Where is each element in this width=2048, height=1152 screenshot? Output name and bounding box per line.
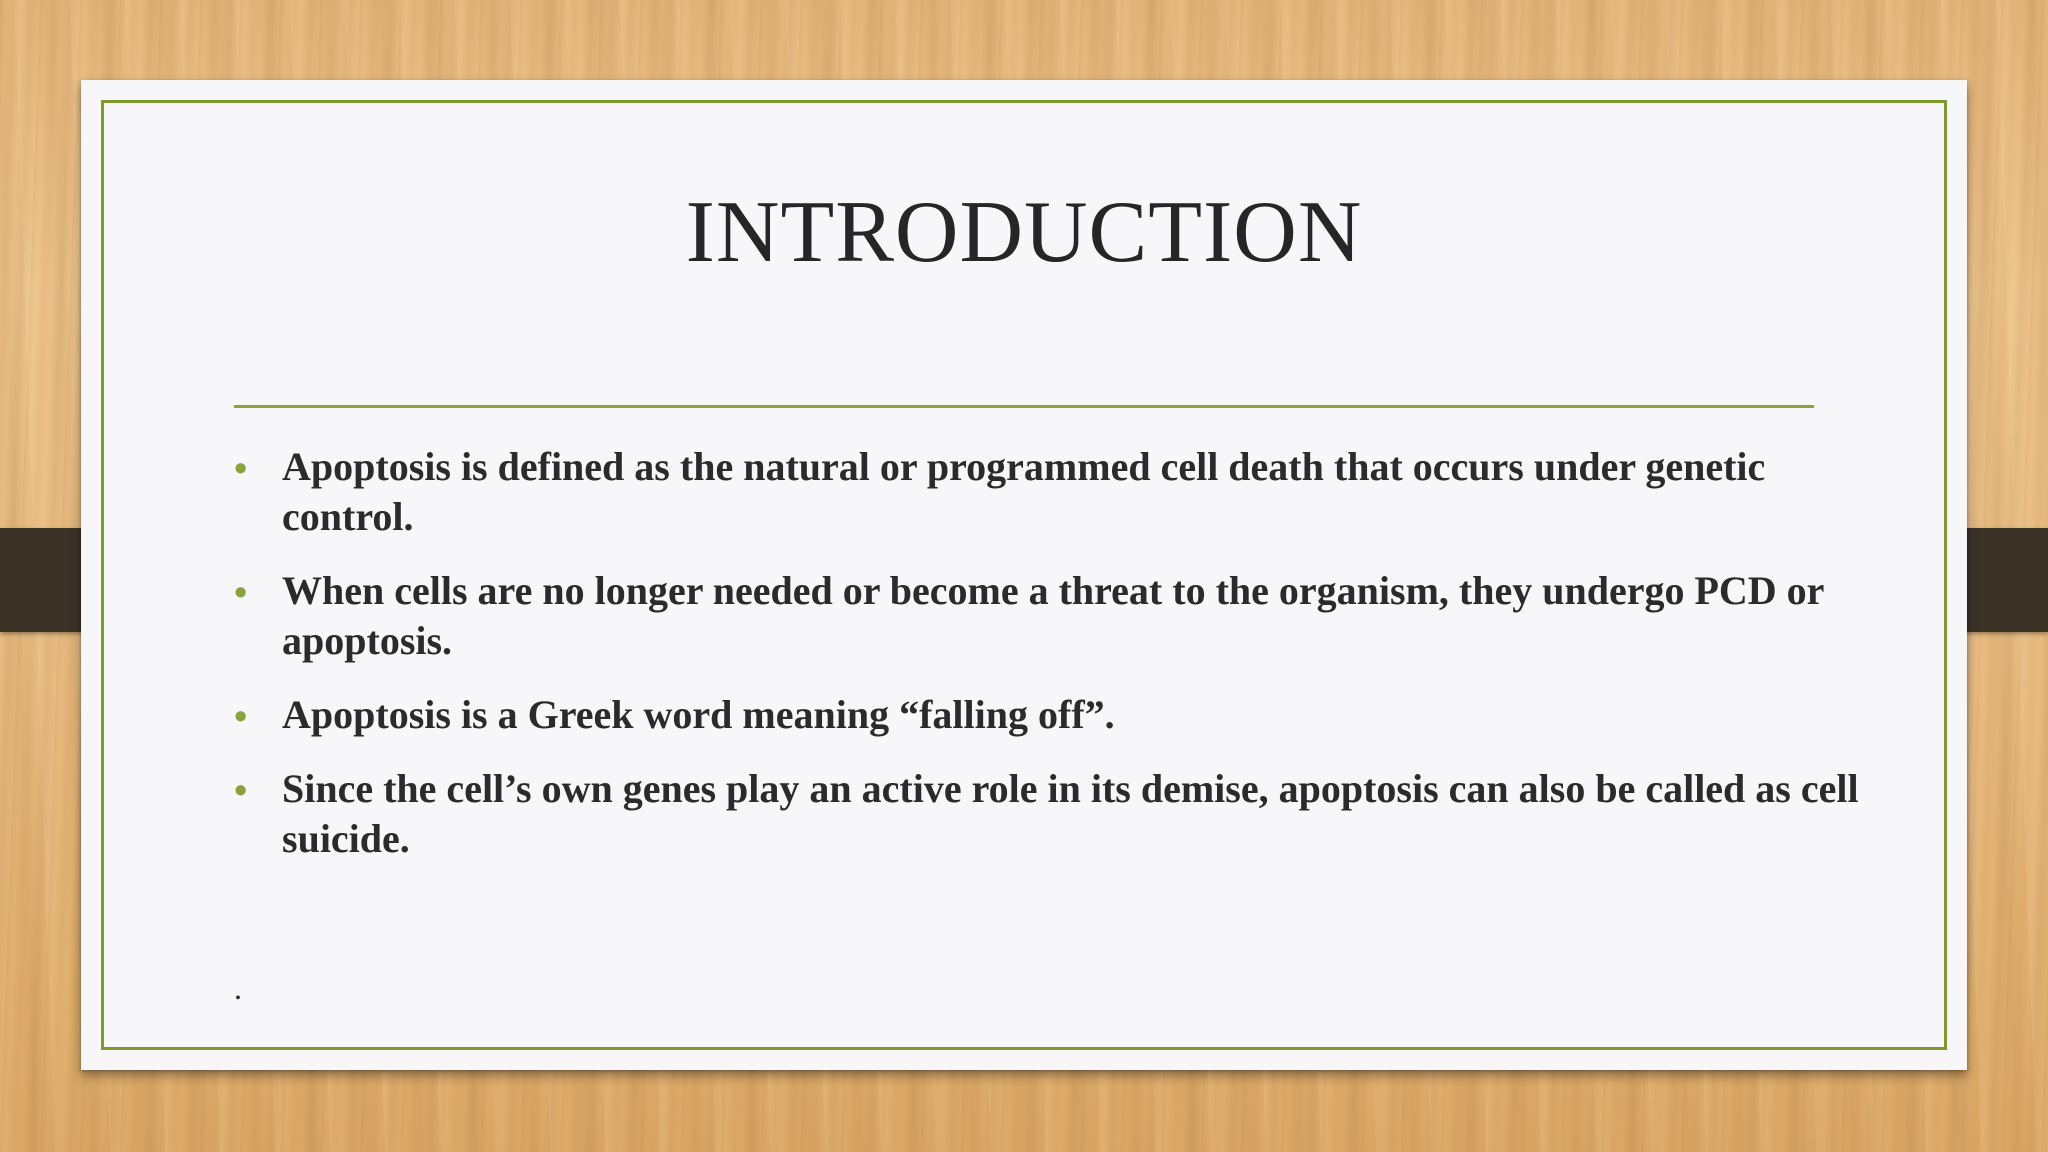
bullet-item xyxy=(234,764,1894,864)
bullet-icon: • xyxy=(234,572,248,614)
bullet-icon: • xyxy=(234,448,248,490)
slide-title: INTRODUCTION xyxy=(685,184,1363,281)
bullet-icon: • xyxy=(234,770,248,812)
bullet-text: When cells are no longer needed or become a threat to the organism, they undergo PCD or apoptosis. xyxy=(282,568,1824,663)
stray-period: . xyxy=(234,970,242,1006)
bullet-text: Apoptosis is defined as the natural or programmed cell death that occurs under genetic control. xyxy=(282,444,1766,539)
bullet-icon: • xyxy=(234,696,248,738)
bullet-text: Apoptosis is a Greek word meaning “falling off”. xyxy=(282,692,1115,737)
slide xyxy=(81,80,1967,1070)
bullet-item xyxy=(234,442,1894,542)
bullet-text: Since the cell’s own genes play an active role in its demise, apoptosis can also be called as cell suicide. xyxy=(282,766,1859,861)
title-divider xyxy=(234,405,1814,408)
bullet-item xyxy=(234,566,1894,666)
bullet-item xyxy=(234,690,1894,740)
bullet-list xyxy=(234,442,1894,888)
